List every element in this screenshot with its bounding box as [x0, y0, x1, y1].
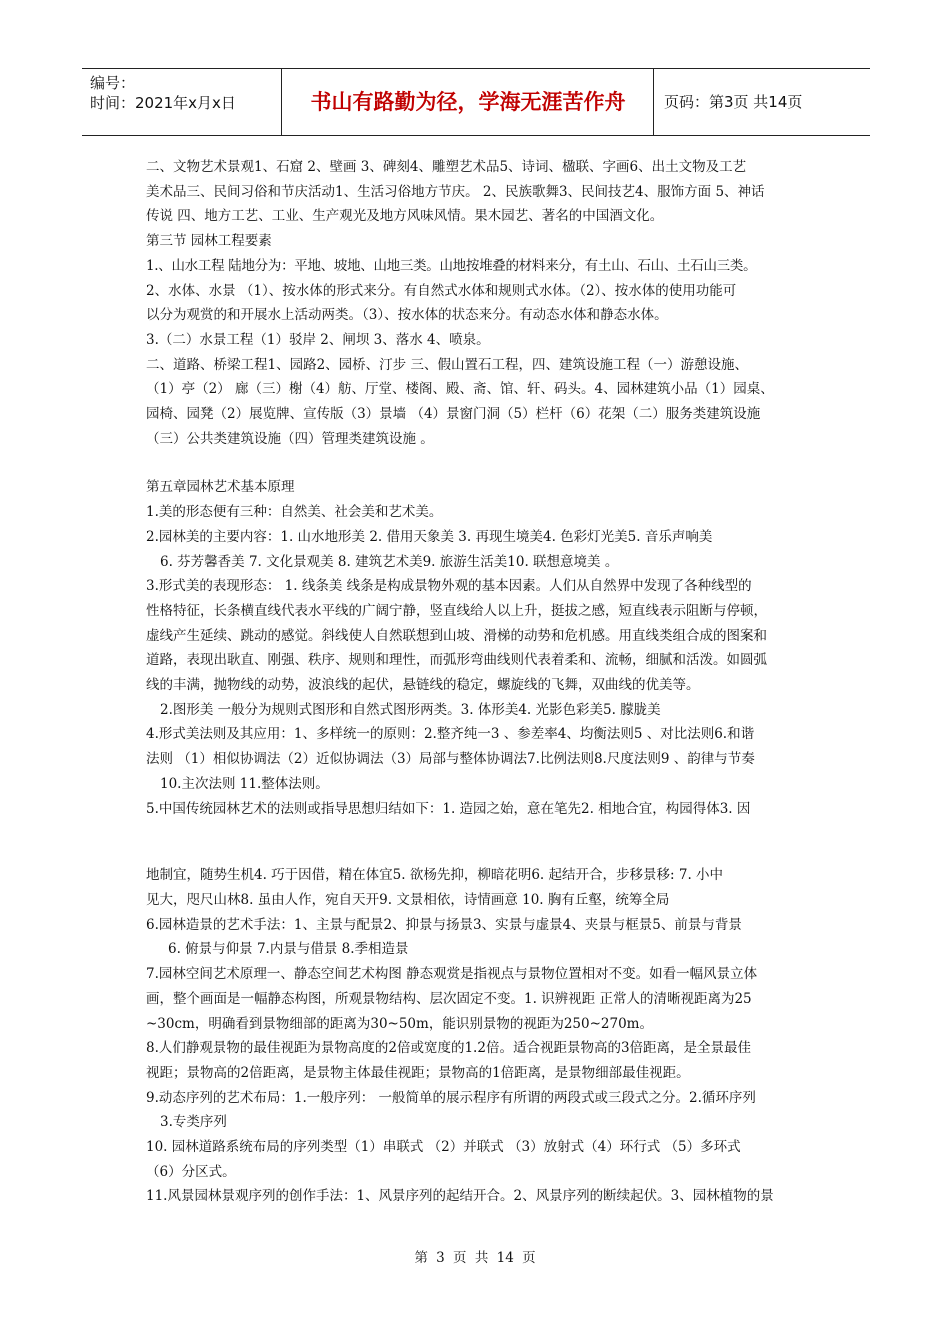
body-line: 6.园林造景的艺术手法：1、主景与配景2、抑景与扬景3、实景与虚景4、夹景与框景5、前景与背景	[146, 916, 742, 933]
body-line: 5.中国传统园林艺术的法则或指导思想归结如下：1. 造园之始，意在笔先2. 相地合宜，构园得体3. 因	[146, 800, 751, 817]
body-line: 3.（二）水景工程（1）驳岸 2、闸坝 3、落水 4、喷泉。	[146, 331, 490, 348]
body-line: 性格特征，长条横直线代表水平线的广阔宁静，竖直线给人以上升，挺拔之感，短直线表示阻断与停顿，	[146, 602, 767, 619]
paragraph-gap	[146, 821, 814, 863]
body-line: 二、道路、桥梁工程1、园路2、园桥、汀步 三、假山置石工程，四、建筑设施工程（一）游憩设施、	[146, 356, 748, 373]
body-line: 法则 （1）相似协调法（2）近似协调法（3）局部与整体协调法7.比例法则8.尺度法则9 、韵律与节奏	[146, 751, 755, 768]
body-line: 10.主次法则 11.整体法则。	[160, 775, 329, 792]
body-line: 2.图形美 一般分为规则式图形和自然式图形两类。3. 体形美4. 光影色彩美5. 朦胧美	[160, 701, 661, 718]
header-info	[90, 73, 280, 113]
header-divider	[281, 69, 282, 135]
header-divider	[653, 69, 654, 135]
body-line: （6）分区式。	[146, 1163, 236, 1180]
body-line: 10. 园林道路系统布局的序列类型（1）串联式 （2）并联式 （3）放射式（4）环行式 （5）多环式	[146, 1139, 741, 1156]
body-line: 9.动态序列的艺术布局：1.一般序列： 一般简单的展示程序有所谓的两段式或三段式之分。2.循环序列	[146, 1089, 756, 1106]
body-line: 园椅、园凳（2）展览牌、宣传版（3）景墙 （4）景窗门洞（5）栏杆（6）花架（二）服务类建筑设施	[146, 406, 761, 423]
body-line: 6. 俯景与仰景 7.内景与借景 8.季相造景	[168, 941, 409, 958]
body-line: 美术品三、民间习俗和节庆活动1、生活习俗地方节庆。 2、民族歌舞3、民间技艺4、服饰方面 5、神话	[146, 183, 765, 200]
body-line: 11.风景园林景观序列的创作手法：1、风景序列的起结开合。2、风景序列的断续起伏。3、园林植物的景	[146, 1188, 774, 1205]
body-line: 3.形式美的表现形态： 1. 线条美 线条是构成景物外观的基本因素。人们从自然界中发现了各种线型的	[146, 578, 752, 595]
body-line: 6. 芬芳馨香美 7. 文化景观美 8. 建筑艺术美9. 旅游生活美10. 联想意境美 。	[160, 553, 619, 570]
body-line: 虚线产生延续、跳动的感觉。斜线使人自然联想到山坡、滑梯的动势和危机感。用直线类组合成的图案和	[146, 627, 767, 644]
body-line: 2、水体、水景 （1）、按水体的形式来分。有自然式水体和规则式水体。（2）、按水体的使用功能可	[146, 282, 737, 299]
body-line: 4.形式美法则及其应用：1、多样统一的原则：2.整齐纯一3 、参差率4、均衡法则5 、对比法则6.和谐	[146, 726, 755, 743]
body-line: 8.人们静观景物的最佳视距为景物高度的2倍或宽度的1.2倍。适合视距景物高的3倍距离，是全景最佳	[146, 1040, 752, 1057]
body-line: 7.园林空间艺术原理一、静态空间艺术构图 静态观赏是指视点与景物位置相对不变。如看一幅风景立体	[146, 966, 758, 983]
body-line: 道路，表现出耿直、刚强、秩序、规则和理性，而弧形弯曲线则代表着柔和、流畅，细腻和活泼。如圆弧	[146, 652, 767, 669]
section-heading: 第三节 园林工程要素	[146, 233, 272, 250]
body-line: 视距；景物高的2倍距离，是景物主体最佳视距；景物高的1倍距离，是景物细部最佳视距。	[146, 1064, 690, 1081]
body-line: 3.专类序列	[160, 1114, 227, 1131]
body-line: 见大，咫尺山林8. 虽由人作，宛自天开9. 文景相依，诗情画意 10. 胸有丘壑，统筹全局	[146, 891, 670, 908]
body-line: 画，整个画面是一幅静态构图，所观景物结构、层次固定不变。1. 识辨视距 正常人的清晰视距离为25	[146, 990, 752, 1007]
body-line: 二、文物艺术景观1、石窟 2、壁画 3、碑刻4、雕塑艺术品5、诗词、楹联、字画6、出土文物及工艺	[146, 159, 747, 175]
header-page-code: 页码：第3页 共14页	[664, 93, 803, 111]
body-line: 以分为观赏的和开展水上活动两类。（3）、按水体的状态来分。有动态水体和静态水体。	[146, 307, 668, 324]
body-line: 线的丰满，抛物线的动势，波浪线的起伏，悬链线的稳定，螺旋线的飞舞，双曲线的优美等。	[146, 677, 700, 694]
paragraph-gap	[146, 451, 814, 475]
body-line: 1.、山水工程 陆地分为：平地、坡地、山地三类。山地按堆叠的材料来分，有土山、石山、土石山三类。	[146, 257, 757, 274]
body-line: 2.园林美的主要内容：1. 山水地形美 2. 借用天象美 3. 再现生境美4. 色彩灯光美5. 音乐声响美	[146, 528, 713, 545]
body-line: 1.美的形态便有三种：自然美、社会美和艺术美。	[146, 504, 443, 521]
document-time-label: 时间：2021年x月x日	[90, 94, 236, 112]
document-number-label: 编号：	[90, 74, 136, 92]
body-line: 传说 四、地方工艺、工业、生产观光及地方风味风情。果木园艺、著名的中国酒文化。	[146, 208, 664, 225]
body-line: （三）公共类建筑设施（四）管理类建筑设施 。	[146, 430, 434, 447]
body-line: 地制宜，随势生机4. 巧于因借，精在体宜5. 欲杨先抑，柳暗花明6. 起结开合，步移景移: 7. 小中	[146, 867, 724, 884]
page-footer: 第 3 页 共 14 页	[414, 1250, 536, 1266]
body-line: （1）亭（2） 廊（三）榭（4）舫、厅堂、楼阁、殿、斋、馆、轩、码头。4、园林建筑小品（1）园桌、	[146, 381, 774, 398]
header-motto: 书山有路勤为径，学海无涯苦作舟	[310, 90, 626, 114]
document-body	[146, 155, 814, 1209]
page-header	[82, 68, 870, 136]
chapter-heading: 第五章园林艺术基本原理	[146, 479, 295, 496]
body-line: ~30cm，明确看到景物细部的距离为30~50m，能识别景物的视距为250~270m。	[146, 1015, 653, 1032]
